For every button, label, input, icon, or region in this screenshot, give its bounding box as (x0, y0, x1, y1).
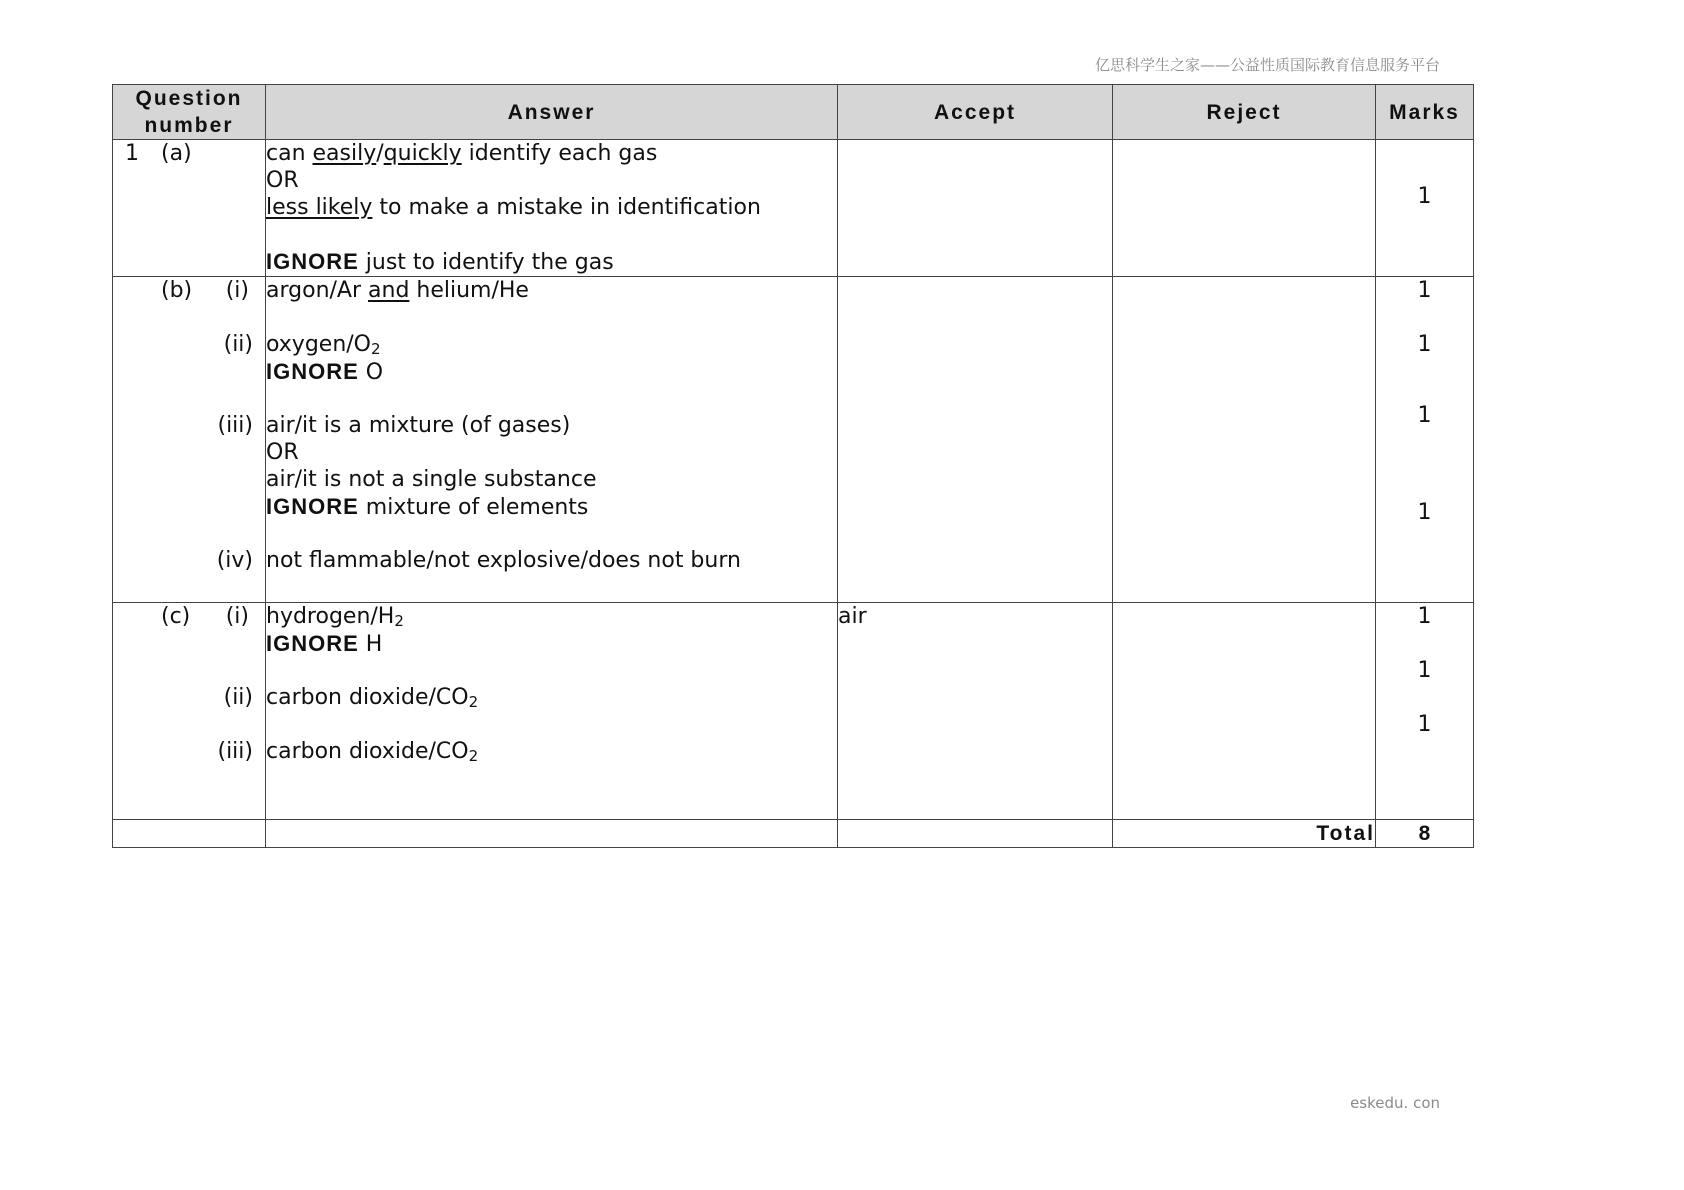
answer-line: hydrogen/$H_2$ (266, 604, 404, 630)
ignore-line: IGNORE O (266, 359, 384, 385)
answer-cell (266, 603, 838, 820)
question-part: (a) (161, 141, 192, 166)
question-part: (c) (161, 604, 191, 629)
header-row (113, 85, 1474, 140)
answer-line: OR (266, 440, 299, 465)
col-header-accept: Accept (838, 85, 1113, 140)
answer-line: OR (266, 168, 299, 193)
mark-value: 1 (1417, 658, 1432, 683)
answer-line: less likely to make a mistake in identification (266, 195, 761, 220)
sub-part-number: (i) (225, 604, 249, 629)
question-number-cell (113, 603, 266, 820)
ignore-line: IGNORE just to identify the gas (266, 249, 614, 275)
question-number-cell (113, 277, 266, 603)
answer-line: oxygen/$O_2$ (266, 332, 381, 358)
answer-line: air/it is not a single substance (266, 467, 597, 492)
sub-part-number: (iii) (217, 413, 253, 438)
answer-line: air/it is a mixture (of gases) (266, 413, 571, 438)
marks-cell (1376, 140, 1474, 277)
sub-part-number: (iv) (216, 548, 253, 573)
marks-cell (1376, 277, 1474, 603)
mark-value: 1 (1417, 712, 1432, 737)
total-label: Total (1113, 820, 1376, 848)
table-row-1b (113, 277, 1474, 603)
accept-cell (838, 140, 1113, 277)
answer-line: carbon dioxide/$CO_2$ (266, 685, 479, 711)
mark-value: 1 (1417, 604, 1432, 629)
question-part: (b) (161, 278, 193, 303)
table-row-1a (113, 140, 1474, 277)
sub-part-number: (iii) (217, 739, 253, 764)
sub-part-number: (i) (225, 278, 249, 303)
accept-value: air (838, 604, 867, 629)
mark-value: 1 (1417, 332, 1432, 357)
mark-scheme-table (112, 84, 1474, 848)
ignore-line: IGNORE mixture of elements (266, 494, 589, 520)
total-value: 8 (1376, 820, 1474, 848)
answer-line: carbon dioxide/$CO_2$ (266, 739, 479, 765)
answer-line: not flammable/not explosive/does not burn (266, 548, 741, 573)
sub-part-number: (ii) (223, 685, 253, 710)
mark-value: 1 (1417, 403, 1432, 428)
ignore-line: IGNORE H (266, 631, 383, 657)
marks-cell (1376, 603, 1474, 820)
mark-value: 1 (1417, 278, 1432, 303)
answer-cell (266, 140, 838, 277)
col-header-question-number: Question number (113, 85, 266, 140)
col-header-reject: Reject (1113, 85, 1376, 140)
reject-cell (1113, 603, 1376, 820)
sub-part-number: (ii) (223, 332, 253, 357)
footer-watermark: eskedu. con (1350, 1094, 1440, 1112)
mark-value: 1 (1417, 500, 1432, 525)
accept-cell (838, 277, 1113, 603)
answer-cell (266, 277, 838, 603)
reject-cell (1113, 140, 1376, 277)
answer-line: argon/Ar and helium/He (266, 278, 529, 303)
total-row (113, 820, 1474, 848)
question-number: 1 (125, 141, 139, 166)
header-watermark: 亿思科学生之家——公益性质国际教育信息服务平台 (1094, 56, 1440, 74)
reject-cell (1113, 277, 1376, 603)
mark-value: 1 (1417, 184, 1432, 209)
table-row-1c (113, 603, 1474, 820)
accept-cell (838, 603, 1113, 820)
col-header-marks: Marks (1376, 85, 1474, 140)
col-header-answer: Answer (266, 85, 838, 140)
answer-line: can easily/quickly identify each gas (266, 141, 658, 166)
question-number-cell (113, 140, 266, 277)
